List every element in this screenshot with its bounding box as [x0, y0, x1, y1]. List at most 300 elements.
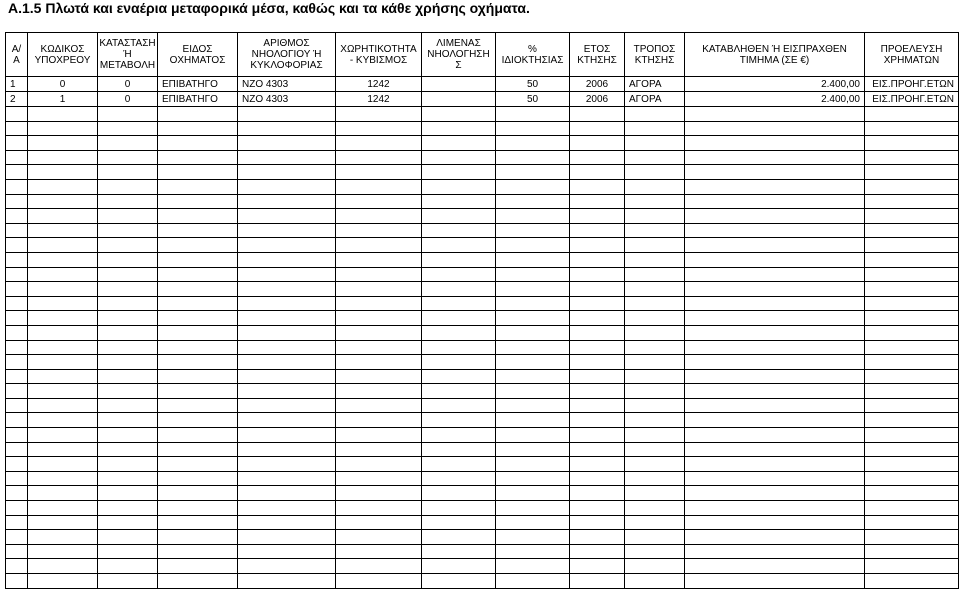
empty-cell [865, 413, 959, 428]
empty-row [6, 179, 959, 194]
empty-cell [685, 107, 865, 122]
empty-cell [570, 471, 625, 486]
empty-cell [496, 428, 570, 443]
empty-cell [496, 311, 570, 326]
empty-cell [158, 107, 238, 122]
empty-cell [570, 325, 625, 340]
empty-row [6, 267, 959, 282]
column-header-line: ΚΑΤΑΣΤΑΣΗ [99, 38, 156, 49]
empty-cell [570, 121, 625, 136]
empty-cell [98, 179, 158, 194]
table-row [6, 77, 959, 92]
empty-cell [158, 428, 238, 443]
empty-cell [238, 369, 336, 384]
empty-cell [28, 179, 98, 194]
empty-cell [158, 150, 238, 165]
empty-cell [6, 311, 28, 326]
empty-cell [422, 209, 496, 224]
empty-cell [336, 209, 422, 224]
empty-row [6, 442, 959, 457]
empty-cell [98, 355, 158, 370]
empty-row [6, 252, 959, 267]
empty-row [6, 296, 959, 311]
empty-cell [6, 486, 28, 501]
empty-cell [238, 530, 336, 545]
empty-cell [158, 282, 238, 297]
empty-cell [28, 311, 98, 326]
empty-cell [336, 282, 422, 297]
empty-cell [158, 559, 238, 574]
empty-cell [685, 413, 865, 428]
empty-cell [158, 296, 238, 311]
cell-code: 1 [28, 92, 98, 107]
empty-cell [496, 355, 570, 370]
empty-cell [422, 121, 496, 136]
empty-cell [496, 107, 570, 122]
empty-cell [570, 530, 625, 545]
cell-type: ΕΠΙΒΑΤΗΓΟ [158, 92, 238, 107]
empty-cell [625, 428, 685, 443]
empty-cell [625, 209, 685, 224]
column-header-origin [865, 33, 959, 77]
cell-year: 2006 [570, 77, 625, 92]
empty-cell [422, 442, 496, 457]
column-header-line: ΤΙΜΗΜΑ (ΣΕ €) [739, 54, 810, 66]
empty-cell [28, 428, 98, 443]
empty-cell [158, 457, 238, 472]
empty-cell [28, 223, 98, 238]
empty-cell [625, 457, 685, 472]
empty-cell [28, 296, 98, 311]
empty-cell [28, 574, 98, 589]
empty-cell [336, 238, 422, 253]
empty-cell [98, 223, 158, 238]
empty-cell [625, 544, 685, 559]
empty-row [6, 559, 959, 574]
empty-cell [336, 179, 422, 194]
empty-cell [625, 369, 685, 384]
empty-cell [28, 442, 98, 457]
empty-cell [28, 413, 98, 428]
empty-cell [158, 311, 238, 326]
empty-cell [496, 559, 570, 574]
cell-code: 0 [28, 77, 98, 92]
empty-cell [158, 413, 238, 428]
cell-pct: 50 [496, 92, 570, 107]
empty-cell [28, 282, 98, 297]
empty-row [6, 398, 959, 413]
empty-cell [685, 311, 865, 326]
empty-row [6, 544, 959, 559]
empty-cell [496, 179, 570, 194]
empty-cell [6, 150, 28, 165]
empty-cell [570, 544, 625, 559]
empty-row [6, 150, 959, 165]
empty-cell [158, 398, 238, 413]
empty-cell [570, 486, 625, 501]
empty-cell [496, 384, 570, 399]
empty-cell [98, 107, 158, 122]
empty-cell [865, 296, 959, 311]
empty-cell [625, 501, 685, 516]
empty-cell [158, 369, 238, 384]
empty-cell [6, 457, 28, 472]
empty-cell [570, 515, 625, 530]
empty-cell [336, 325, 422, 340]
column-header-line: ΝΗΟΛΟΓΙΟΥ Ή [251, 49, 322, 60]
empty-cell [28, 252, 98, 267]
empty-cell [238, 471, 336, 486]
empty-cell [98, 121, 158, 136]
empty-cell [6, 194, 28, 209]
empty-cell [422, 486, 496, 501]
empty-cell [625, 107, 685, 122]
empty-cell [865, 165, 959, 180]
empty-cell [570, 267, 625, 282]
cell-capacity: 1242 [336, 77, 422, 92]
cell-status: 0 [98, 77, 158, 92]
empty-cell [158, 515, 238, 530]
empty-cell [238, 501, 336, 516]
empty-cell [336, 267, 422, 282]
column-header-aa [6, 33, 28, 77]
empty-cell [685, 501, 865, 516]
empty-cell [570, 428, 625, 443]
empty-cell [98, 340, 158, 355]
empty-cell [496, 194, 570, 209]
empty-cell [98, 413, 158, 428]
column-header-line: ΧΩΡΗΤΙΚΟΤΗΤΑ [340, 43, 417, 55]
empty-cell [28, 369, 98, 384]
empty-cell [98, 369, 158, 384]
empty-cell [336, 223, 422, 238]
column-header-line: Ή [123, 49, 132, 60]
empty-cell [336, 369, 422, 384]
cell-mode: ΑΓΟΡΑ [625, 92, 685, 107]
column-header-line: Σ [455, 60, 462, 71]
empty-cell [625, 413, 685, 428]
empty-cell [570, 384, 625, 399]
page-title: Α.1.5 Πλωτά και εναέρια μεταφορικά μέσα, καθώς και τα κάθε χρήσης οχήματα. [8, 0, 530, 16]
column-header-type [158, 33, 238, 77]
empty-cell [6, 223, 28, 238]
empty-cell [422, 574, 496, 589]
empty-cell [865, 442, 959, 457]
empty-cell [865, 501, 959, 516]
column-header-line: ΤΡΟΠΟΣ [633, 43, 676, 55]
empty-row [6, 428, 959, 443]
cell-year: 2006 [570, 92, 625, 107]
empty-cell [496, 486, 570, 501]
empty-cell [685, 515, 865, 530]
empty-cell [6, 209, 28, 224]
empty-cell [336, 384, 422, 399]
empty-cell [570, 311, 625, 326]
empty-cell [496, 296, 570, 311]
empty-cell [570, 457, 625, 472]
column-header-line: ΟΧΗΜΑΤΟΣ [169, 54, 226, 66]
empty-cell [336, 471, 422, 486]
empty-cell [6, 121, 28, 136]
empty-cell [28, 471, 98, 486]
empty-cell [98, 428, 158, 443]
empty-cell [98, 457, 158, 472]
empty-cell [865, 369, 959, 384]
empty-cell [28, 136, 98, 151]
empty-cell [158, 179, 238, 194]
empty-cell [422, 515, 496, 530]
cell-type: ΕΠΙΒΑΤΗΓΟ [158, 77, 238, 92]
column-header-line: % [528, 43, 537, 55]
column-header-line: - ΚΥΒΙΣΜΟΣ [349, 54, 408, 66]
empty-cell [865, 340, 959, 355]
column-header-line: ΚΤΗΣΗΣ [634, 54, 675, 66]
empty-cell [238, 136, 336, 151]
empty-cell [28, 150, 98, 165]
empty-cell [865, 544, 959, 559]
empty-cell [28, 515, 98, 530]
empty-cell [238, 384, 336, 399]
empty-cell [685, 179, 865, 194]
cell-reg: ΝΖΟ 4303 [238, 92, 336, 107]
empty-cell [336, 559, 422, 574]
vehicles-table [5, 32, 959, 589]
empty-cell [685, 398, 865, 413]
empty-cell [6, 369, 28, 384]
empty-cell [422, 559, 496, 574]
empty-cell [336, 121, 422, 136]
empty-cell [625, 150, 685, 165]
empty-cell [28, 355, 98, 370]
empty-cell [865, 355, 959, 370]
empty-cell [685, 194, 865, 209]
empty-cell [98, 252, 158, 267]
empty-row [6, 384, 959, 399]
empty-cell [685, 150, 865, 165]
empty-cell [98, 442, 158, 457]
empty-cell [336, 398, 422, 413]
empty-cell [625, 296, 685, 311]
empty-row [6, 501, 959, 516]
empty-row [6, 238, 959, 253]
empty-cell [238, 165, 336, 180]
empty-cell [422, 165, 496, 180]
empty-cell [238, 252, 336, 267]
empty-cell [336, 413, 422, 428]
column-header-capacity [336, 33, 422, 77]
empty-cell [98, 238, 158, 253]
empty-cell [28, 340, 98, 355]
empty-cell [238, 311, 336, 326]
empty-cell [6, 471, 28, 486]
empty-cell [28, 501, 98, 516]
cell-price: 2.400,00 [685, 77, 865, 92]
empty-cell [158, 471, 238, 486]
empty-cell [6, 282, 28, 297]
empty-cell [625, 252, 685, 267]
empty-cell [158, 165, 238, 180]
empty-cell [98, 311, 158, 326]
empty-cell [336, 165, 422, 180]
empty-cell [685, 296, 865, 311]
empty-cell [685, 428, 865, 443]
empty-cell [625, 442, 685, 457]
empty-cell [570, 238, 625, 253]
column-header-line: ΛΙΜΕΝΑΣ [436, 38, 481, 49]
empty-cell [685, 165, 865, 180]
column-header-line: ΚΩΔΙΚΟΣ [40, 43, 85, 55]
empty-cell [158, 340, 238, 355]
empty-cell [685, 238, 865, 253]
empty-cell [422, 252, 496, 267]
empty-cell [238, 398, 336, 413]
empty-cell [496, 457, 570, 472]
cell-aa: 2 [6, 92, 28, 107]
empty-cell [570, 413, 625, 428]
empty-cell [336, 544, 422, 559]
empty-cell [865, 121, 959, 136]
empty-cell [6, 544, 28, 559]
empty-cell [865, 179, 959, 194]
empty-cell [625, 530, 685, 545]
empty-cell [6, 501, 28, 516]
empty-cell [238, 486, 336, 501]
empty-cell [98, 501, 158, 516]
empty-cell [496, 574, 570, 589]
empty-cell [28, 267, 98, 282]
empty-cell [28, 121, 98, 136]
empty-cell [496, 515, 570, 530]
column-header-line: ΚΑΤΑΒΛΗΘΕΝ Ή ΕΙΣΠΡΑΧΘΕΝ [702, 43, 847, 55]
empty-cell [570, 442, 625, 457]
empty-cell [6, 559, 28, 574]
empty-cell [98, 574, 158, 589]
empty-cell [98, 165, 158, 180]
empty-cell [238, 282, 336, 297]
empty-cell [496, 325, 570, 340]
empty-cell [238, 574, 336, 589]
empty-row [6, 530, 959, 545]
empty-cell [238, 442, 336, 457]
empty-cell [422, 296, 496, 311]
column-header-line: ΚΥΚΛΟΦΟΡΙΑΣ [250, 60, 323, 71]
empty-cell [570, 340, 625, 355]
empty-row [6, 223, 959, 238]
empty-cell [496, 398, 570, 413]
empty-cell [422, 238, 496, 253]
cell-origin: ΕΙΣ.ΠΡΟΗΓ.ΕΤΩΝ [865, 92, 959, 107]
empty-cell [865, 515, 959, 530]
empty-cell [865, 471, 959, 486]
empty-cell [28, 544, 98, 559]
empty-cell [625, 238, 685, 253]
empty-cell [865, 486, 959, 501]
empty-cell [28, 457, 98, 472]
empty-cell [685, 223, 865, 238]
empty-row [6, 486, 959, 501]
empty-row [6, 515, 959, 530]
empty-cell [238, 107, 336, 122]
empty-cell [625, 282, 685, 297]
empty-row [6, 282, 959, 297]
empty-cell [6, 325, 28, 340]
empty-row [6, 311, 959, 326]
empty-cell [422, 369, 496, 384]
empty-cell [496, 223, 570, 238]
empty-cell [685, 471, 865, 486]
empty-cell [685, 369, 865, 384]
empty-cell [625, 574, 685, 589]
empty-cell [238, 121, 336, 136]
empty-cell [158, 121, 238, 136]
empty-cell [685, 136, 865, 151]
empty-cell [625, 559, 685, 574]
empty-cell [685, 282, 865, 297]
empty-cell [422, 311, 496, 326]
empty-cell [158, 325, 238, 340]
empty-cell [570, 282, 625, 297]
empty-cell [496, 209, 570, 224]
empty-cell [625, 340, 685, 355]
empty-cell [238, 209, 336, 224]
empty-cell [238, 238, 336, 253]
column-header-line: ΕΙΔΟΣ [182, 43, 213, 55]
empty-cell [28, 530, 98, 545]
empty-cell [28, 238, 98, 253]
empty-cell [570, 165, 625, 180]
empty-cell [6, 340, 28, 355]
empty-cell [422, 223, 496, 238]
empty-cell [6, 179, 28, 194]
empty-cell [496, 238, 570, 253]
empty-cell [6, 267, 28, 282]
empty-cell [625, 165, 685, 180]
empty-cell [158, 194, 238, 209]
empty-cell [6, 530, 28, 545]
empty-cell [28, 398, 98, 413]
empty-cell [570, 179, 625, 194]
column-header-line: ΠΡΟΕΛΕΥΣΗ [880, 43, 943, 55]
column-header-reg [238, 33, 336, 77]
empty-cell [865, 325, 959, 340]
empty-cell [570, 296, 625, 311]
empty-cell [865, 530, 959, 545]
empty-cell [28, 384, 98, 399]
empty-cell [422, 384, 496, 399]
empty-row [6, 136, 959, 151]
empty-cell [685, 121, 865, 136]
column-header-line: ΚΤΗΣΗΣ [577, 54, 617, 66]
empty-cell [98, 282, 158, 297]
empty-cell [158, 530, 238, 545]
empty-row [6, 194, 959, 209]
empty-cell [6, 574, 28, 589]
empty-cell [336, 515, 422, 530]
empty-cell [238, 296, 336, 311]
empty-cell [158, 238, 238, 253]
empty-cell [28, 209, 98, 224]
empty-cell [422, 136, 496, 151]
cell-pct: 50 [496, 77, 570, 92]
empty-cell [625, 121, 685, 136]
empty-cell [685, 574, 865, 589]
empty-cell [336, 194, 422, 209]
cell-reg: ΝΖΟ 4303 [238, 77, 336, 92]
table-header-row [6, 33, 959, 77]
empty-cell [422, 325, 496, 340]
empty-cell [6, 398, 28, 413]
empty-cell [865, 574, 959, 589]
